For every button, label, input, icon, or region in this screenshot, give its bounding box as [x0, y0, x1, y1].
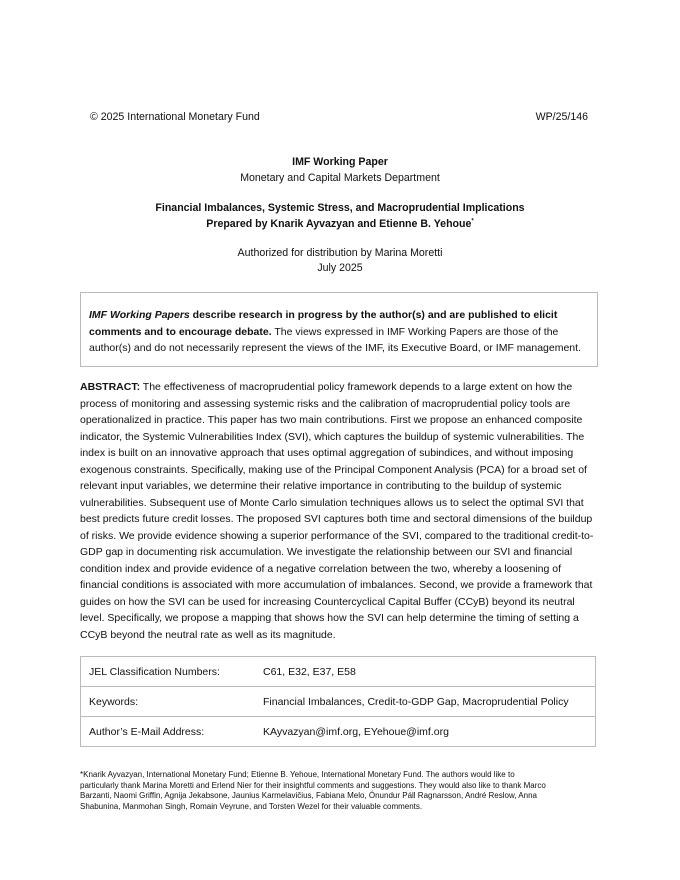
authors	[0, 218, 680, 230]
abstract-text: The effectiveness of macroprudential policy framework depends to a large extent on how the	[140, 381, 573, 393]
abstract-line: process of monitoring and assessing systemic risks and the calibration of macroprudential policy tools are	[80, 397, 571, 410]
abstract-line: financial conditions is associated with more accumulation of imbalances. Second, we provide a framework that	[80, 579, 593, 591]
footnote-line: Barzanti, Naomi Griffin, Agnija Jekabsone, Jaunius Karmelavičius, Fabiana Melo, Ónundur Páll Ragnarsson, André Reslow, Anna	[80, 791, 537, 800]
wp-number: WP/25/146	[535, 111, 588, 123]
row-value: Financial Imbalances, Credit-to-GDP Gap, Macroprudential Policy	[255, 687, 596, 717]
copyright: © 2025 International Monetary Fund	[90, 111, 260, 123]
classification-row	[81, 717, 596, 747]
abstract-line: condition index and provide evidence of a negative correlation between the two, whereby a loosening of	[80, 562, 561, 575]
abstract-line: indicator, the Systemic Vulnerabilities Index (SVI), which captures the buildup of systemic vulnerabilities. The	[80, 430, 585, 443]
series-title: IMF Working Paper	[292, 156, 388, 168]
footnote-line: Shabunina, Manmohan Singh, Romain Veyrune, and Torsten Wezel for their valuable comments.	[80, 801, 423, 811]
abstract-line: exogenous constraints. Specifically, making use of the Principal Component Analysis (PCA) for a broad set of	[80, 463, 587, 476]
classification-table	[80, 656, 596, 747]
footnote-mark: *	[471, 218, 474, 225]
abstract-line: vulnerabilities. Subsequent use of Monte Carlo simulation techniques allows us to select the optimal SVI that	[80, 496, 584, 509]
footnote-line: particularly thank Marina Moretti and Erlend Nier for their insightful comments and suggestions. They would also like to thank Marco	[80, 780, 546, 790]
row-label: Keywords:	[81, 687, 256, 717]
paper-title: Financial Imbalances, Systemic Stress, and Macroprudential Implications	[155, 202, 525, 214]
abstract-line: CCyB beyond the neutral rate as well as its magnitude.	[80, 628, 336, 641]
footnote	[80, 770, 546, 812]
abstract-line: relevant input variables, we determine their relative importance in contributing to the buildup of systemic	[80, 480, 562, 492]
authorized-by: Authorized for distribution by Marina Moretti	[237, 247, 443, 259]
row-value: C61, E32, E37, E58	[255, 657, 596, 687]
row-label: JEL Classification Numbers:	[81, 657, 256, 687]
abstract-line: of risks. We provide evidence showing a superior performance of the SVI, compared to the traditional credit-to-	[80, 529, 594, 542]
row-value: KAyvazyan@imf.org, EYehoue@imf.org	[255, 717, 596, 747]
abstract-line: index is built on an innovative approach that uses optimal aggregation of subindices, and without imposing	[80, 447, 574, 459]
classification-row	[81, 657, 596, 687]
abstract	[80, 379, 610, 643]
department: Monetary and Capital Markets Department	[240, 172, 440, 184]
notice-bold: describe research in progress by the author(s) and are published to elicit comments and to encourage debate.	[89, 309, 558, 338]
abstract-line: operationalized in practice. This paper has two main contributions. First we propose an enhanced composite	[80, 414, 583, 426]
abstract-line	[80, 379, 610, 396]
authors-text: Prepared by Knarik Ayvazyan and Etienne B. Yehoue	[206, 218, 472, 230]
notice-text: The views expressed in IMF Working Papers are those of the author(s) and do not necessarily represent the views of the IMF, its Executive Board, or IMF management.	[89, 325, 581, 354]
abstract-line: GDP gap in documenting risk accumulation. We investigate the relationship between our SVI and financial	[80, 546, 573, 558]
abstract-label: ABSTRACT:	[80, 381, 141, 393]
classification-row	[81, 687, 596, 717]
date: July 2025	[317, 262, 363, 274]
abstract-line: best predicts future credit losses. The proposed SVI captures both time and sectoral dimensions of the buildup	[80, 513, 593, 525]
footnote-line: *Knarik Ayvazyan, International Monetary Fund; Etienne B. Yehoue, International Monetary Fund. The authors would like to	[80, 770, 515, 779]
row-label: Author’s E-Mail Address:	[81, 717, 256, 747]
notice-series: IMF Working Papers	[89, 309, 190, 321]
abstract-line: guides on how the SVI can be used for increasing Countercyclical Capital Buffer (CCyB) beyond its neutral	[80, 595, 575, 608]
disclaimer-box	[80, 292, 598, 367]
abstract-line: level. Specifically, we propose a mapping that shows how the SVI can help determine the timing of setting a	[80, 612, 579, 624]
